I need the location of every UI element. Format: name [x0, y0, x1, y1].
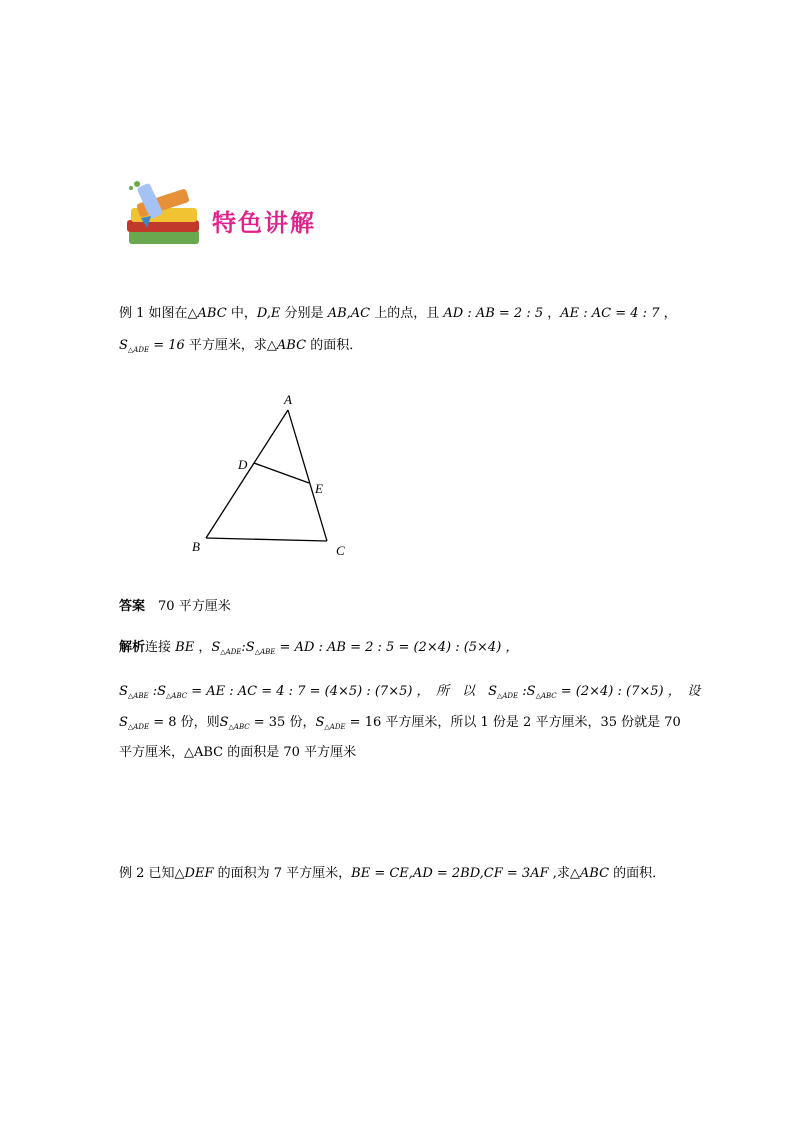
label-c: C: [336, 543, 345, 558]
text-segment: ，: [194, 640, 212, 655]
triangle-abc-label: △ABC: [569, 866, 610, 881]
text-segment: 中，: [226, 306, 257, 321]
books-pencil-icon: [123, 176, 205, 254]
analysis-line4: [119, 744, 356, 762]
segment-be: BE: [175, 640, 195, 655]
triangle-abc-label: △ABC: [187, 306, 227, 321]
area-subscript: △ADE: [127, 723, 150, 731]
area-subscript: △ADE: [220, 648, 242, 656]
segments-ab-ac: AB,AC: [327, 306, 371, 321]
area-value: = 16: [149, 338, 185, 353]
section-title: 特色讲解: [212, 209, 316, 237]
text-segment: 平方厘米，△ABC 的面积是 70 平方厘米: [119, 745, 357, 760]
area-subscript: △ABE: [127, 692, 149, 700]
text-segment: 分别是: [280, 306, 328, 321]
text-segment: = 8 份，则: [149, 715, 220, 730]
label-d: D: [238, 457, 248, 472]
ratio-formula: = (2×4) : (7×5) ， 设: [556, 684, 701, 699]
label-b: B: [192, 539, 200, 554]
text-segment: 的面积为 7 平方厘米，: [213, 866, 352, 881]
answer-label: 答案: [119, 599, 146, 614]
area-subscript: △ADE: [496, 692, 519, 700]
example2-intro: 例 2 已知: [119, 866, 175, 881]
side-bc: [206, 538, 327, 541]
example2-line: [119, 865, 665, 883]
area-subscript: △ADE: [324, 723, 346, 731]
analysis-line2: $S_{\triangle ABE}$ $:S_{\triangle ABC}$ = AE : AC = 4 : 7 = (4×5) : (7×5) ， 所 以 $S_{\triangle ADE}$ $:S_{\triangle ABC} = (2\times 4)$ : (7×5) ， 设: [119, 684, 701, 700]
text-segment: 平方厘米，求: [184, 338, 267, 353]
text-segment: 连接: [145, 640, 176, 655]
text-segment: = 35 份，: [249, 715, 316, 730]
ratio-formula: = AE : AC = 4 : 7 = (4×5) : (7×5) ， 所 以: [187, 684, 489, 699]
analysis-line3: $S_{\triangle ADE} = 8$ 份，则$S_{\triangle ABC} = 35$ 份，$S_{\triangle ADE} = 16$ 平方厘米，所以 1 份是 2 平方厘米，35 份就是 70: [119, 715, 681, 731]
text-segment: ，: [659, 306, 677, 321]
text-segment: 上的点，且: [370, 306, 444, 321]
analysis-label: 解析: [119, 640, 146, 655]
conditions: BE = CE,AD = 2BD,CF = 3AF: [351, 866, 549, 881]
example1-intro: 例 1 如图在: [119, 306, 188, 321]
label-e: E: [315, 481, 323, 496]
area-subscript: △ABC: [166, 692, 188, 700]
analysis-line1: 解析连接 BE ，$S_{\triangle ADE}:S_{\triangle ABE}$ = AD : AB = 2 : 5 = (2×4) : (5×4) ，: [119, 640, 519, 656]
text-segment: = 16 平方厘米，所以 1 份是 2 平方厘米，35 份就是 70: [345, 715, 681, 730]
ratio-ad-ab: AD : AB = 2 : 5: [443, 306, 544, 321]
ratio-ae-ac: AE : AC = 4 : 7: [560, 306, 660, 321]
area-subscript: △ABC: [535, 692, 557, 700]
text-segment: ,求: [548, 866, 570, 881]
ratio-formula: = AD : AB = 2 : 5 = (2×4) : (5×4) ，: [275, 640, 519, 655]
text-segment: ，: [543, 306, 561, 321]
area-symbol: S: [119, 338, 128, 353]
triangle-figure: [185, 388, 355, 560]
example1-line1: [119, 305, 677, 323]
side-ac: [288, 410, 327, 541]
answer-line: [119, 598, 231, 616]
text-segment: :S: [241, 640, 255, 655]
text-segment: 的面积．: [609, 866, 666, 881]
answer-text: 70 平方厘米: [158, 599, 231, 614]
text-segment: 的面积．: [306, 338, 363, 353]
points-de: D,E: [256, 306, 281, 321]
segment-de: [254, 463, 309, 483]
area-subscript: △ADE: [127, 346, 150, 354]
triangle-abc-label: △ABC: [266, 338, 307, 353]
triangle-def-label: △DEF: [174, 866, 214, 881]
area-subscript: △ABE: [254, 648, 276, 656]
example1-line2: [119, 337, 362, 359]
area-subscript: △ABC: [228, 723, 250, 731]
label-a: A: [284, 392, 292, 407]
side-ab: [206, 410, 288, 538]
